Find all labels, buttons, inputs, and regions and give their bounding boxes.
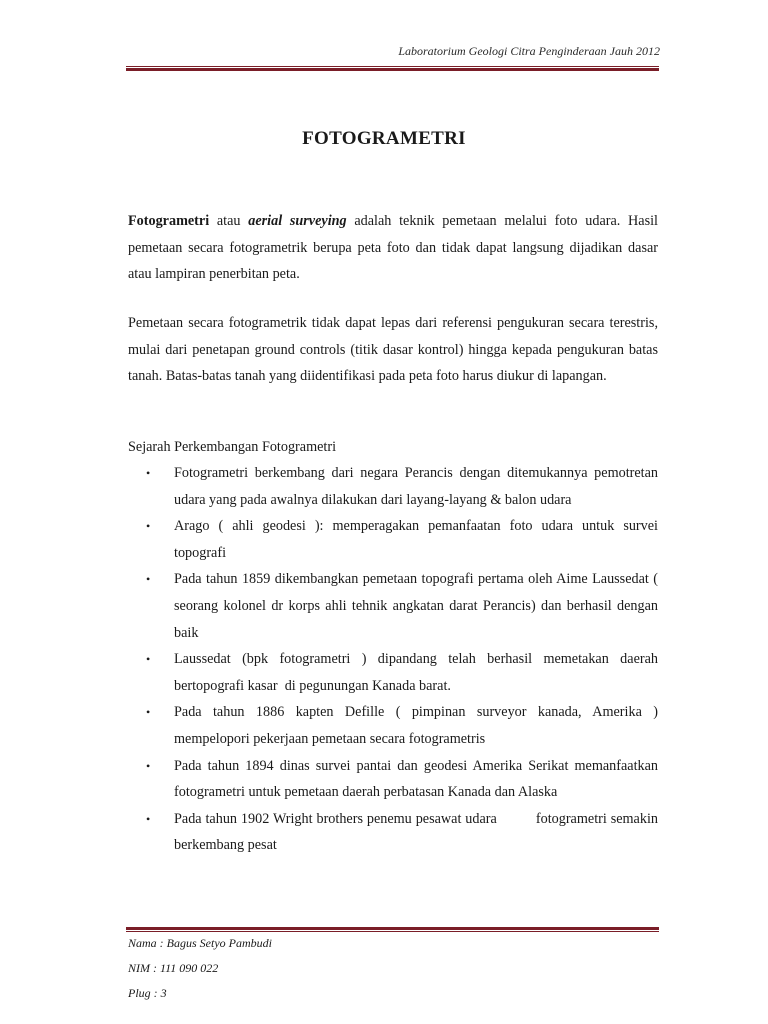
- bullet-icon: •: [146, 811, 151, 826]
- header-title: Laboratorium Geologi Citra Penginderaan Jauh 2012: [398, 44, 660, 58]
- document-title: FOTOGRAMETRI: [302, 128, 466, 149]
- history-item: [128, 753, 662, 806]
- bullet-icon: •: [146, 466, 151, 480]
- footer-plug: Plug : 3: [128, 986, 167, 1000]
- history-item-text: Fotogrametri berkembang dari negara Perancis dengan ditemukannya pemotretan udara yang pada awalnya dilakukan dari layang-layang & balon udara: [174, 465, 662, 508]
- history-item: [128, 699, 662, 752]
- history-item: [128, 806, 662, 859]
- history-item-text: Pada tahun 1886 kapten Defille ( pimpinan surveyor kanada, Amerika ) mempelopori pekerjaan pemetaan secara fotogrametris: [174, 704, 662, 747]
- second-paragraph: Pemetaan secara fotogrametrik tidak dapat lepas dari referensi pengukuran secara terestris, mulai dari penetapan ground controls (titik dasar kontrol) hingga kepada pengukuran batas tanah. Batas-batas tanah yang diidentifikasi pada peta foto harus diukur di lapangan.: [128, 315, 658, 385]
- intro-paragraph: [128, 208, 658, 288]
- history-item-text: Laussedat (bpk fotogrametri ) dipandang telah berhasil memetakan daerah bertopografi kasar di pegunungan Kanada barat.: [174, 651, 662, 694]
- intro-rest: adalah teknik pemetaan melalui foto udara. Hasil pemetaan secara fotogrametrik berupa peta foto dan tidak dapat langsung dijadikan dasar atau lampiran penerbitan peta.: [128, 213, 658, 283]
- history-heading: Sejarah Perkembangan Fotogrametri: [128, 439, 337, 455]
- history-item-text: Pada tahun 1859 dikembangkan pemetaan topografi pertama oleh Aime Laussedat ( seorang kolonel dr korps ahli tehnik angkatan darat Perancis) dan berhasil dengan baik: [174, 571, 662, 641]
- bullet-icon: •: [146, 652, 151, 667]
- bullet-icon: •: [146, 758, 151, 773]
- header-rule: [126, 66, 659, 71]
- bullet-icon: •: [146, 519, 151, 534]
- footer-name: Nama : Bagus Setyo Pambudi: [128, 936, 272, 950]
- connector-atau: atau: [209, 213, 249, 229]
- history-list: [128, 460, 662, 859]
- footer-rule: [126, 927, 659, 932]
- history-item-text: Arago ( ahli geodesi ): memperagakan pemanfaatan foto udara untuk survei topografi: [174, 518, 662, 561]
- history-item: [128, 460, 662, 513]
- history-item: [128, 646, 662, 699]
- term-fotogrametri: Fotogrametri: [128, 213, 210, 229]
- bullet-icon: •: [146, 572, 151, 587]
- history-item: [128, 566, 662, 646]
- history-item-text: Pada tahun 1902 Wright brothers penemu pesawat udara fotogrametri semakin berkembang pesat: [174, 810, 662, 854]
- history-item-text: Pada tahun 1894 dinas survei pantai dan geodesi Amerika Serikat memanfaatkan fotogrametri untuk pemetaan daerah perbatasan Kanada dan Alaska: [174, 757, 662, 801]
- history-item: [128, 513, 662, 566]
- bullet-icon: •: [146, 705, 151, 720]
- footer-nim: NIM : 111 090 022: [128, 961, 219, 975]
- term-aerial-surveying: aerial surveying: [248, 213, 347, 229]
